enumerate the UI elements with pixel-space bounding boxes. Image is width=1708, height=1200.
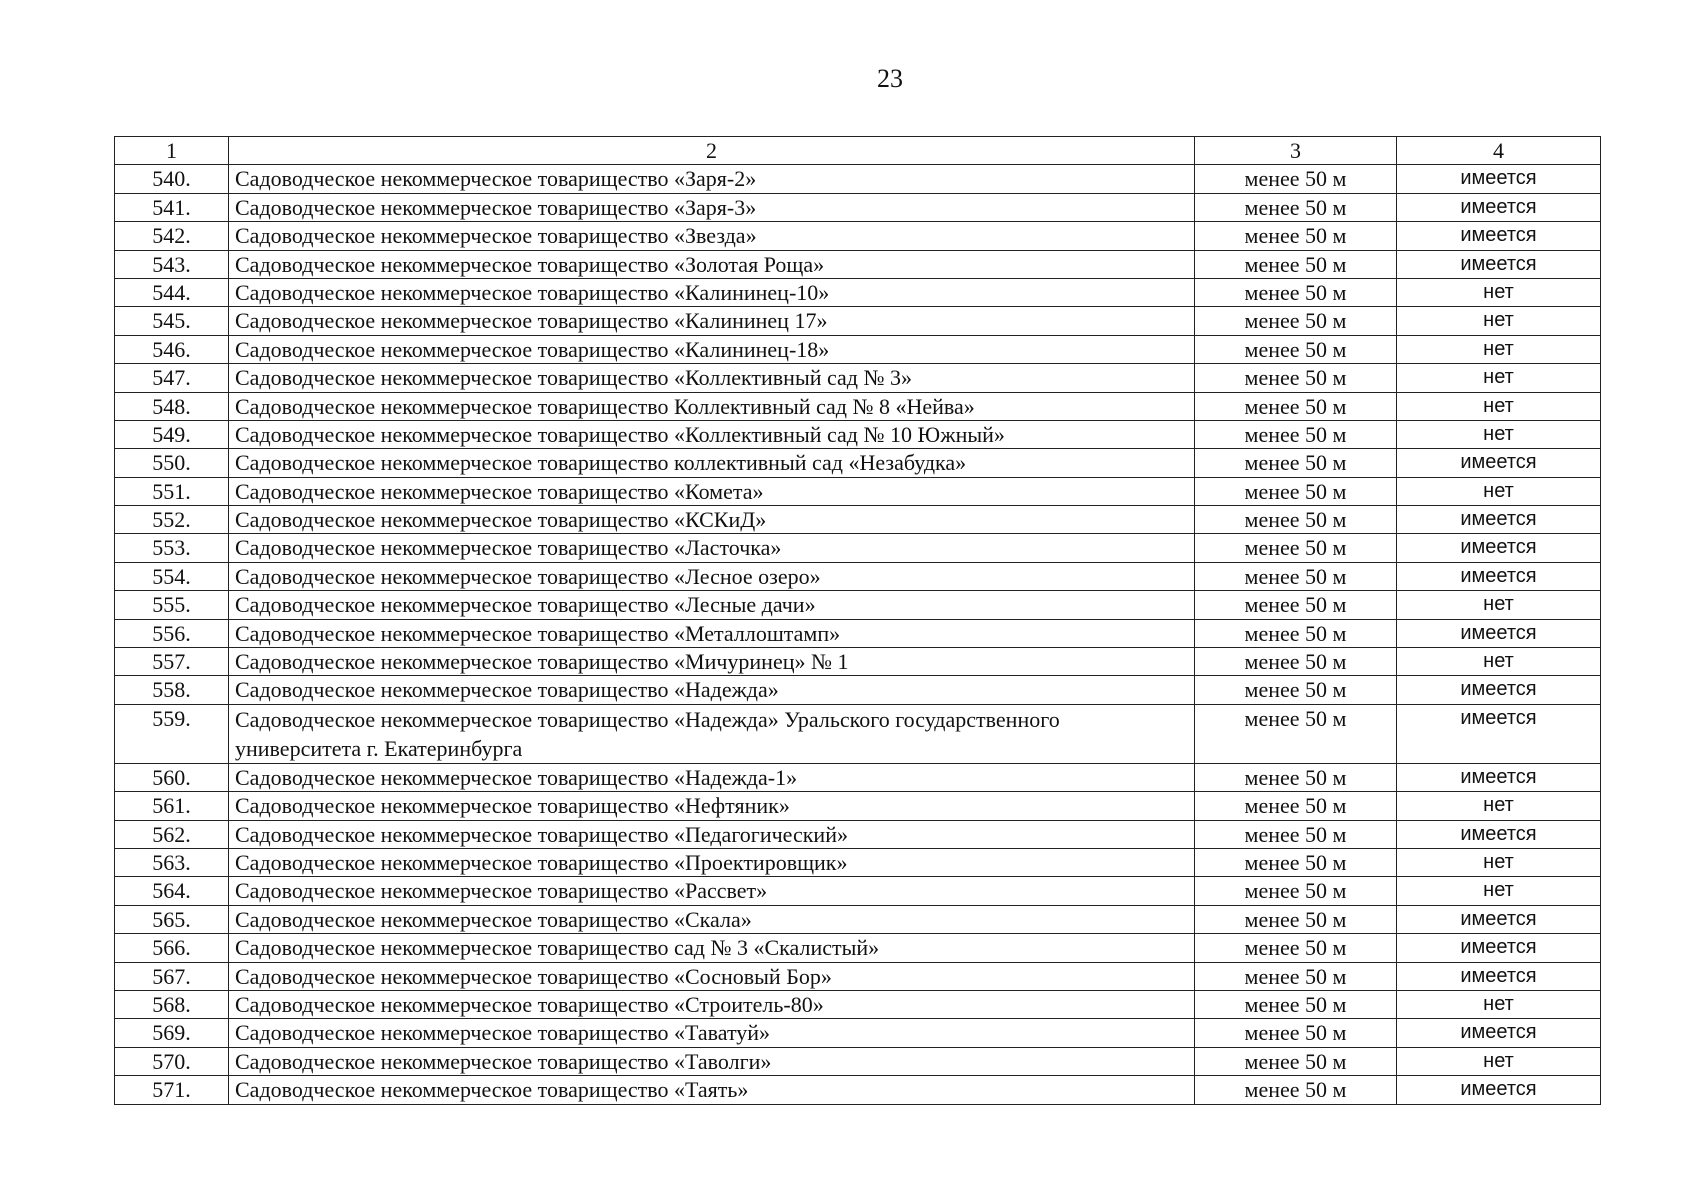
row-availability: нет: [1397, 477, 1601, 505]
row-availability: имеется: [1397, 763, 1601, 791]
row-number: 569.: [115, 1019, 229, 1047]
table-row: [115, 392, 1601, 420]
row-number: 548.: [115, 392, 229, 420]
row-availability: нет: [1397, 364, 1601, 392]
row-name: Садоводческое некоммерческое товарищество «Скала»: [229, 905, 1195, 933]
row-distance: менее 50 м: [1195, 934, 1397, 962]
row-number: 557.: [115, 648, 229, 676]
row-distance: менее 50 м: [1195, 165, 1397, 193]
table-row: [115, 335, 1601, 363]
row-number: 546.: [115, 335, 229, 363]
row-number: 570.: [115, 1047, 229, 1075]
row-name: Садоводческое некоммерческое товарищество «Таватуй»: [229, 1019, 1195, 1047]
row-name: Садоводческое некоммерческое товарищество «Калининец-10»: [229, 278, 1195, 306]
table-row: [115, 165, 1601, 193]
row-number: 555.: [115, 591, 229, 619]
header-col-2: 2: [229, 137, 1195, 165]
row-availability: нет: [1397, 1047, 1601, 1075]
table-row: [115, 477, 1601, 505]
header-col-1: 1: [115, 137, 229, 165]
table-row: [115, 763, 1601, 791]
row-distance: менее 50 м: [1195, 1076, 1397, 1104]
table-row: [115, 934, 1601, 962]
row-availability: имеется: [1397, 905, 1601, 933]
row-distance: менее 50 м: [1195, 1019, 1397, 1047]
row-distance: менее 50 м: [1195, 534, 1397, 562]
header-col-4: 4: [1397, 137, 1601, 165]
row-number: 562.: [115, 820, 229, 848]
row-availability: нет: [1397, 307, 1601, 335]
row-name: Садоводческое некоммерческое товарищество «Мичуринец» № 1: [229, 648, 1195, 676]
row-number: 550.: [115, 449, 229, 477]
table-row: [115, 905, 1601, 933]
row-name: Садоводческое некоммерческое товарищество «Металлоштамп»: [229, 619, 1195, 647]
row-number: 547.: [115, 364, 229, 392]
row-number: 544.: [115, 278, 229, 306]
row-availability: имеется: [1397, 704, 1601, 763]
row-number: 549.: [115, 420, 229, 448]
row-distance: менее 50 м: [1195, 364, 1397, 392]
table-row: [115, 562, 1601, 590]
row-name: Садоводческое некоммерческое товарищество Коллективный сад № 8 «Нейва»: [229, 392, 1195, 420]
row-number: 558.: [115, 676, 229, 704]
table-row: [115, 1019, 1601, 1047]
table-row: [115, 307, 1601, 335]
table-row: [115, 877, 1601, 905]
row-number: 556.: [115, 619, 229, 647]
row-distance: менее 50 м: [1195, 193, 1397, 221]
table-row: [115, 1047, 1601, 1075]
table-row: [115, 820, 1601, 848]
row-distance: менее 50 м: [1195, 763, 1397, 791]
table-row: [115, 792, 1601, 820]
row-availability: имеется: [1397, 222, 1601, 250]
header-row: [115, 137, 1601, 165]
row-name: Садоводческое некоммерческое товарищество «Таволги»: [229, 1047, 1195, 1075]
row-name: Садоводческое некоммерческое товарищество «Надежда» Уральского государственного университета г. Екатеринбурга: [229, 704, 1195, 763]
row-distance: менее 50 м: [1195, 562, 1397, 590]
row-number: 566.: [115, 934, 229, 962]
row-name: Садоводческое некоммерческое товарищество сад № 3 «Скалистый»: [229, 934, 1195, 962]
row-name: Садоводческое некоммерческое товарищество «Коллективный сад № 3»: [229, 364, 1195, 392]
row-name: Садоводческое некоммерческое товарищество «Надежда-1»: [229, 763, 1195, 791]
table-row: [115, 962, 1601, 990]
table-row: [115, 506, 1601, 534]
row-availability: нет: [1397, 392, 1601, 420]
row-distance: менее 50 м: [1195, 704, 1397, 763]
row-number: 542.: [115, 222, 229, 250]
row-number: 560.: [115, 763, 229, 791]
row-number: 540.: [115, 165, 229, 193]
row-availability: нет: [1397, 848, 1601, 876]
row-name: Садоводческое некоммерческое товарищество «Проектировщик»: [229, 848, 1195, 876]
row-distance: менее 50 м: [1195, 848, 1397, 876]
row-name: Садоводческое некоммерческое товарищество «Лесные дачи»: [229, 591, 1195, 619]
row-distance: менее 50 м: [1195, 278, 1397, 306]
row-number: 545.: [115, 307, 229, 335]
row-availability: имеется: [1397, 165, 1601, 193]
row-availability: имеется: [1397, 1076, 1601, 1104]
row-availability: имеется: [1397, 1019, 1601, 1047]
row-name: Садоводческое некоммерческое товарищество «Педагогический»: [229, 820, 1195, 848]
row-name: Садоводческое некоммерческое товарищество «Надежда»: [229, 676, 1195, 704]
row-name: Садоводческое некоммерческое товарищество «Золотая Роща»: [229, 250, 1195, 278]
table-row: [115, 704, 1601, 763]
row-name: Садоводческое некоммерческое товарищество «Сосновый Бор»: [229, 962, 1195, 990]
table-row: [115, 619, 1601, 647]
table-row: [115, 250, 1601, 278]
row-name: Садоводческое некоммерческое товарищество «Строитель-80»: [229, 990, 1195, 1018]
table-row: [115, 420, 1601, 448]
row-availability: нет: [1397, 278, 1601, 306]
row-availability: нет: [1397, 877, 1601, 905]
row-distance: менее 50 м: [1195, 905, 1397, 933]
table-row: [115, 848, 1601, 876]
row-distance: менее 50 м: [1195, 506, 1397, 534]
table-body: [115, 165, 1601, 1104]
row-name: Садоводческое некоммерческое товарищество «КСКиД»: [229, 506, 1195, 534]
row-distance: менее 50 м: [1195, 990, 1397, 1018]
row-distance: менее 50 м: [1195, 449, 1397, 477]
table-row: [115, 222, 1601, 250]
row-number: 561.: [115, 792, 229, 820]
row-availability: нет: [1397, 648, 1601, 676]
row-distance: менее 50 м: [1195, 250, 1397, 278]
row-distance: менее 50 м: [1195, 1047, 1397, 1075]
row-number: 552.: [115, 506, 229, 534]
row-distance: менее 50 м: [1195, 792, 1397, 820]
page-number: 23: [877, 64, 903, 93]
row-distance: менее 50 м: [1195, 877, 1397, 905]
row-availability: нет: [1397, 420, 1601, 448]
row-number: 543.: [115, 250, 229, 278]
table-row: [115, 534, 1601, 562]
row-availability: имеется: [1397, 676, 1601, 704]
row-number: 541.: [115, 193, 229, 221]
row-availability: нет: [1397, 990, 1601, 1018]
row-number: 551.: [115, 477, 229, 505]
row-availability: имеется: [1397, 193, 1601, 221]
row-number: 568.: [115, 990, 229, 1018]
row-availability: имеется: [1397, 562, 1601, 590]
row-name: Садоводческое некоммерческое товарищество «Лесное озеро»: [229, 562, 1195, 590]
row-distance: менее 50 м: [1195, 962, 1397, 990]
row-distance: менее 50 м: [1195, 591, 1397, 619]
table-row: [115, 193, 1601, 221]
row-number: 567.: [115, 962, 229, 990]
row-name: Садоводческое некоммерческое товарищество «Коллективный сад № 10 Южный»: [229, 420, 1195, 448]
row-distance: менее 50 м: [1195, 820, 1397, 848]
table-row: [115, 648, 1601, 676]
row-name: Садоводческое некоммерческое товарищество «Заря-2»: [229, 165, 1195, 193]
row-name: Садоводческое некоммерческое товарищество «Рассвет»: [229, 877, 1195, 905]
row-name: Садоводческое некоммерческое товарищество «Калининец-18»: [229, 335, 1195, 363]
row-availability: имеется: [1397, 934, 1601, 962]
row-name: Садоводческое некоммерческое товарищество «Ласточка»: [229, 534, 1195, 562]
row-name: Садоводческое некоммерческое товарищество «Звезда»: [229, 222, 1195, 250]
row-availability: нет: [1397, 792, 1601, 820]
row-number: 564.: [115, 877, 229, 905]
table-row: [115, 278, 1601, 306]
row-availability: нет: [1397, 335, 1601, 363]
row-number: 559.: [115, 704, 229, 763]
row-distance: менее 50 м: [1195, 619, 1397, 647]
row-distance: менее 50 м: [1195, 392, 1397, 420]
row-distance: менее 50 м: [1195, 307, 1397, 335]
row-name: Садоводческое некоммерческое товарищество коллективный сад «Незабудка»: [229, 449, 1195, 477]
table-row: [115, 1076, 1601, 1104]
row-availability: имеется: [1397, 962, 1601, 990]
row-distance: менее 50 м: [1195, 477, 1397, 505]
table-row: [115, 990, 1601, 1018]
row-availability: имеется: [1397, 506, 1601, 534]
row-number: 563.: [115, 848, 229, 876]
table-row: [115, 676, 1601, 704]
row-availability: имеется: [1397, 820, 1601, 848]
row-availability: нет: [1397, 591, 1601, 619]
row-name: Садоводческое некоммерческое товарищество «Калининец 17»: [229, 307, 1195, 335]
row-number: 565.: [115, 905, 229, 933]
row-name: Садоводческое некоммерческое товарищество «Заря-3»: [229, 193, 1195, 221]
row-name: Садоводческое некоммерческое товарищество «Комета»: [229, 477, 1195, 505]
row-name: Садоводческое некоммерческое товарищество «Нефтяник»: [229, 792, 1195, 820]
row-number: 571.: [115, 1076, 229, 1104]
row-availability: имеется: [1397, 449, 1601, 477]
row-number: 553.: [115, 534, 229, 562]
table-row: [115, 364, 1601, 392]
header-col-3: 3: [1195, 137, 1397, 165]
table-row: [115, 449, 1601, 477]
table-row: [115, 591, 1601, 619]
row-availability: имеется: [1397, 619, 1601, 647]
table-header: [115, 137, 1601, 165]
row-number: 554.: [115, 562, 229, 590]
row-distance: менее 50 м: [1195, 676, 1397, 704]
row-distance: менее 50 м: [1195, 648, 1397, 676]
row-availability: имеется: [1397, 534, 1601, 562]
row-distance: менее 50 м: [1195, 222, 1397, 250]
row-distance: менее 50 м: [1195, 420, 1397, 448]
row-name: Садоводческое некоммерческое товарищество «Таять»: [229, 1076, 1195, 1104]
register-table: [114, 136, 1601, 1105]
row-distance: менее 50 м: [1195, 335, 1397, 363]
row-availability: имеется: [1397, 250, 1601, 278]
